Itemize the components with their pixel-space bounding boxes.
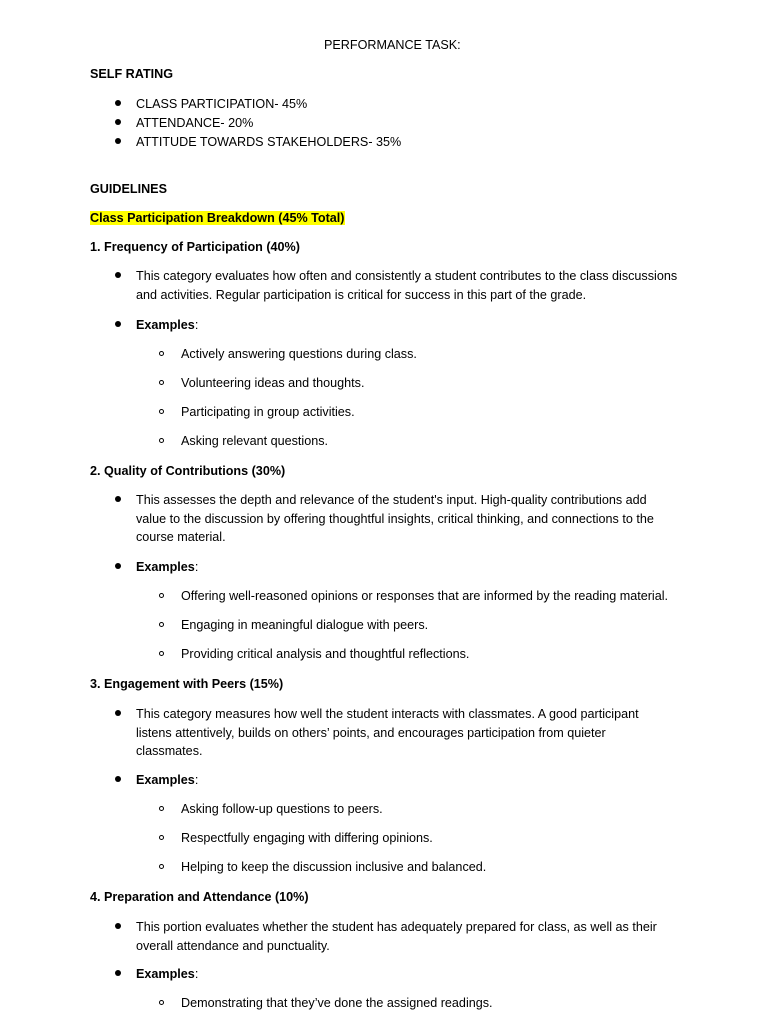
circle-bullet-icon	[159, 806, 164, 811]
bullet-icon	[115, 710, 121, 716]
example-item: Demonstrating that they’ve done the assigned readings.	[181, 996, 493, 1010]
circle-bullet-icon	[159, 622, 164, 627]
example-item: Helping to keep the discussion inclusive and balanced.	[181, 860, 487, 874]
example-item: Participating in group activities.	[181, 405, 355, 419]
breakdown-heading	[90, 209, 345, 227]
self-rating-item: ATTENDANCE- 20%	[136, 116, 254, 130]
highlighted-text: Class Participation Breakdown (45% Total)	[90, 211, 345, 225]
guidelines-heading: GUIDELINES	[90, 182, 167, 196]
section-heading: 4. Preparation and Attendance (10%)	[90, 890, 309, 904]
section-description: This category measures how well the student interacts with classmates. A good participant listens attentively, builds on others’ points, and encourages participation from quieter classmates.	[136, 707, 639, 758]
bullet-icon	[115, 138, 121, 144]
circle-bullet-icon	[159, 351, 164, 356]
section-heading: 2. Quality of Contributions (30%)	[90, 464, 286, 478]
bullet-icon	[115, 100, 121, 106]
bullet-icon	[115, 272, 121, 278]
section-description: This assesses the depth and relevance of the student's input. High-quality contributions add value to the discussion by offering thoughtful insights, critical thinking, and connections to the course material.	[136, 493, 654, 544]
bullet-icon	[115, 119, 121, 125]
example-item: Volunteering ideas and thoughts.	[181, 376, 365, 390]
section-heading: 1. Frequency of Participation (40%)	[90, 240, 300, 254]
bullet-icon	[115, 776, 121, 782]
examples-label: Examples:	[136, 318, 199, 332]
example-item: Respectfully engaging with differing opinions.	[181, 831, 433, 845]
self-rating-item: ATTITUDE TOWARDS STAKEHOLDERS- 35%	[136, 135, 402, 149]
section-description: This category evaluates how often and consistently a student contributes to the class discussions and activities. Regular participation is critical for success in this part of the grade.	[136, 269, 678, 302]
circle-bullet-icon	[159, 864, 164, 869]
circle-bullet-icon	[159, 438, 164, 443]
example-item: Offering well-reasoned opinions or responses that are informed by the reading material.	[181, 589, 668, 603]
self-rating-item: CLASS PARTICIPATION- 45%	[136, 97, 308, 111]
example-item: Asking relevant questions.	[181, 434, 329, 448]
circle-bullet-icon	[159, 409, 164, 414]
example-item: Asking follow-up questions to peers.	[181, 802, 383, 816]
circle-bullet-icon	[159, 380, 164, 385]
bullet-icon	[115, 563, 121, 569]
examples-label: Examples:	[136, 967, 199, 981]
examples-label: Examples:	[136, 773, 199, 787]
page-title: PERFORMANCE TASK:	[324, 38, 461, 52]
section-heading: 3. Engagement with Peers (15%)	[90, 677, 284, 691]
self-rating-heading: SELF RATING	[90, 67, 174, 81]
circle-bullet-icon	[159, 593, 164, 598]
examples-label: Examples:	[136, 560, 199, 574]
example-item: Providing critical analysis and thoughtful reflections.	[181, 647, 470, 661]
circle-bullet-icon	[159, 651, 164, 656]
example-item: Actively answering questions during class.	[181, 347, 417, 361]
circle-bullet-icon	[159, 1000, 164, 1005]
bullet-icon	[115, 970, 121, 976]
example-item: Engaging in meaningful dialogue with peers.	[181, 618, 429, 632]
bullet-icon	[115, 496, 121, 502]
circle-bullet-icon	[159, 835, 164, 840]
bullet-icon	[115, 923, 121, 929]
bullet-icon	[115, 321, 121, 327]
section-description: This portion evaluates whether the student has adequately prepared for class, as well as their overall attendance and punctuality.	[136, 920, 657, 953]
